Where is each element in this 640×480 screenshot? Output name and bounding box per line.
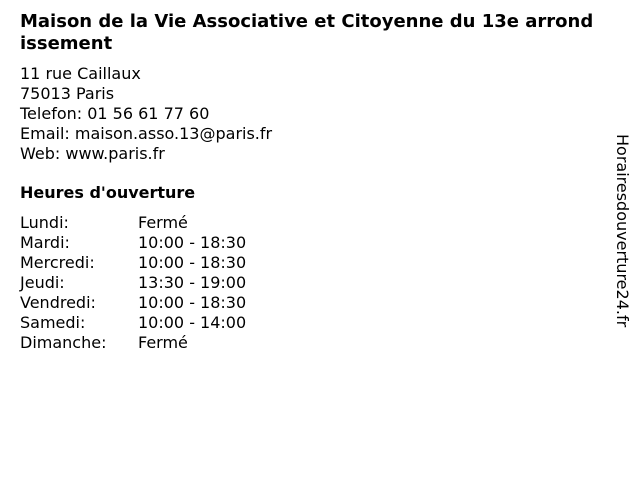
time-range: Fermé xyxy=(138,333,188,352)
hours-row-wednesday xyxy=(20,253,246,273)
time-range: Fermé xyxy=(138,213,188,232)
site-watermark: Horairesdouverture24.fr xyxy=(613,134,632,328)
time-range: 13:30 - 19:00 xyxy=(138,273,247,292)
day-label: Mercredi: xyxy=(20,253,95,272)
opening-hours-heading: Heures d'ouverture xyxy=(20,183,196,202)
hours-row-monday xyxy=(20,213,246,233)
day-label: Lundi: xyxy=(20,213,69,232)
time-range: 10:00 - 14:00 xyxy=(138,313,247,332)
contact-info xyxy=(20,64,272,164)
day-label: Vendredi: xyxy=(20,293,96,312)
day-label: Jeudi: xyxy=(20,273,65,292)
email-address: Email: maison.asso.13@paris.fr xyxy=(20,124,273,143)
website: Web: www.paris.fr xyxy=(20,144,165,163)
phone-number: Telefon: 01 56 61 77 60 xyxy=(20,104,210,123)
hours-row-sunday xyxy=(20,333,246,353)
day-label: Mardi: xyxy=(20,233,70,252)
time-range: 10:00 - 18:30 xyxy=(138,253,247,272)
hours-row-saturday xyxy=(20,313,246,333)
street-address: 11 rue Caillaux xyxy=(20,64,141,83)
hours-row-friday xyxy=(20,293,246,313)
hours-row-tuesday xyxy=(20,233,246,253)
city-postcode: 75013 Paris xyxy=(20,84,115,103)
time-range: 10:00 - 18:30 xyxy=(138,233,247,252)
time-range: 10:00 - 18:30 xyxy=(138,293,247,312)
day-label: Dimanche: xyxy=(20,333,107,352)
opening-hours-table xyxy=(20,213,246,353)
day-label: Samedi: xyxy=(20,313,86,332)
hours-row-thursday xyxy=(20,273,246,293)
place-title: Maison de la Vie Associative et Citoyenne du 13e arrondissement xyxy=(20,11,594,54)
